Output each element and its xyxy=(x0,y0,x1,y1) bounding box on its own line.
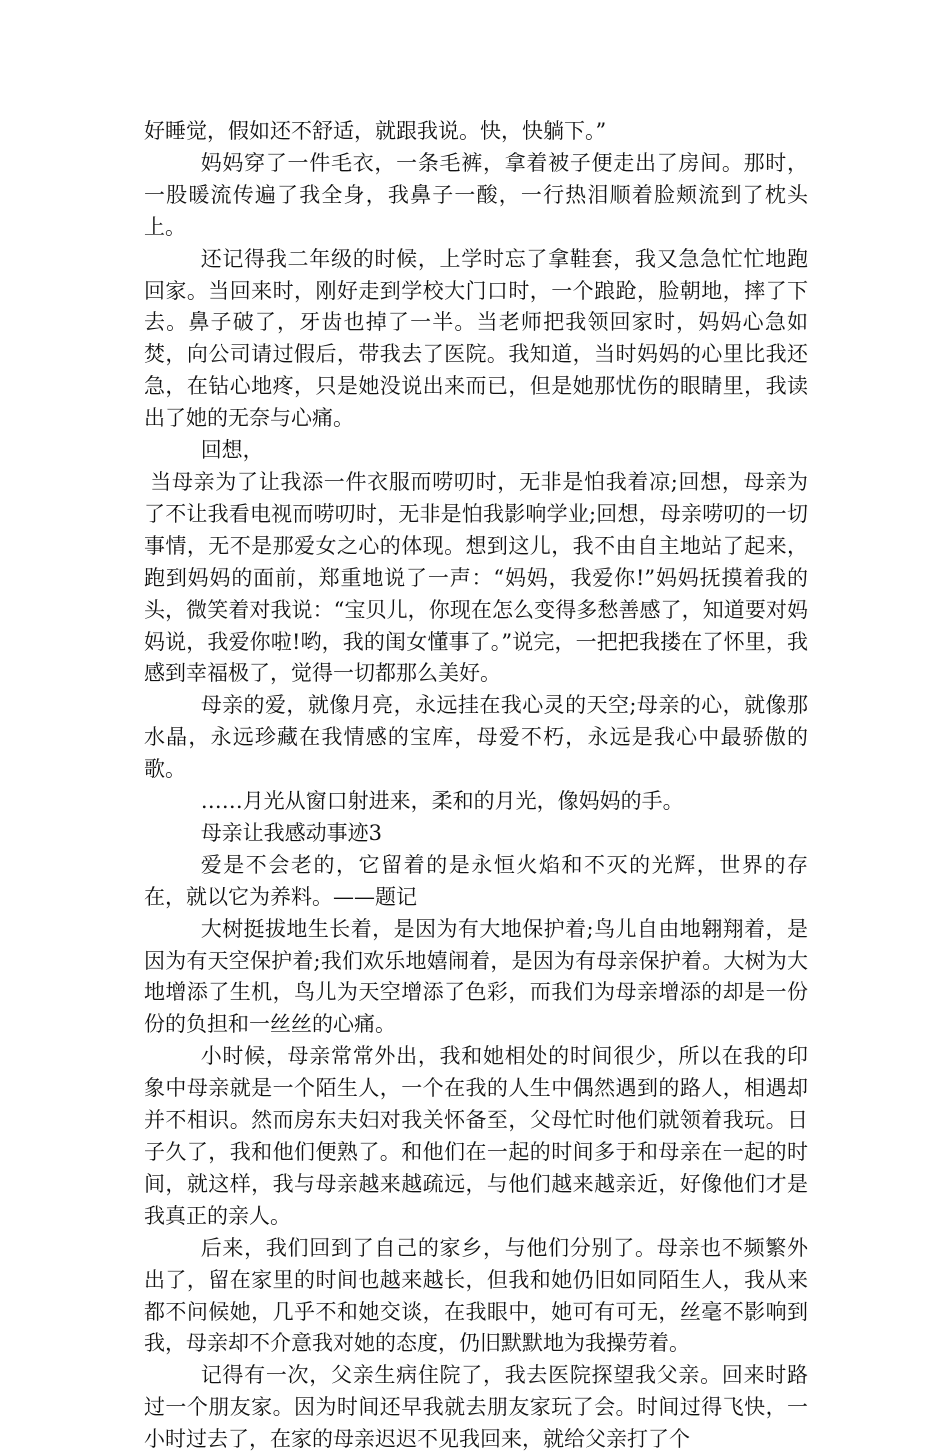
paragraph-10: 后来，我们回到了自己的家乡，与他们分别了。母亲也不频繁外出了，留在家里的时间也越来越长，但我和她仍旧如同陌生人，我从来都不问候她，几乎不和她交谈，在我眼中，她可有可无，丝毫不影响到我，母亲却不介意我对她的态度，仍旧默默地为我操劳着。 xyxy=(144,1235,808,1356)
paragraph-6: 母亲的爱，就像月亮，永远挂在我心灵的天空;母亲的心，就像那水晶，永远珍藏在我情感的宝库，母爱不朽，永远是我心中最骄傲的歌。 xyxy=(144,693,808,782)
paragraph-8: 大树挺拔地生长着，是因为有大地保护着;鸟儿自由地翱翔着，是因为有天空保护着;我们欢乐地嬉闹着，是因为有母亲保护着。大树为大地增添了生机，鸟儿为天空增添了色彩，而我们为母亲增添的却是一份份的负担和一丝丝的心痛。 xyxy=(144,916,808,1037)
document-body xyxy=(144,116,808,1456)
section-heading: 母亲让我感动事迹3 xyxy=(200,820,383,845)
paragraph-3: 还记得我二年级的时候，上学时忘了拿鞋套，我又急急忙忙地跑回家。当回来时，刚好走到学校大门口时，一个踉跄，脸朝地，摔了下去。鼻子破了，牙齿也掉了一半。当老师把我领回家时，妈妈心急如焚，向公司请过假后，带我去了医院。我知道，当时妈妈的心里比我还急，在钻心地疼，只是她没说出来而已，但是她那忧伤的眼睛里，我读出了她的无奈与心痛。 xyxy=(144,246,808,431)
paragraph-11: 记得有一次，父亲生病住院了，我去医院探望我父亲。回来时路过一个朋友家。因为时间还早我就去朋友家玩了会。时间过得飞快，一小时过去了，在家的母亲迟迟不见我回来，就给父亲打了个 xyxy=(144,1363,808,1452)
paragraph-9: 小时候，母亲常常外出，我和她相处的时间很少，所以在我的印象中母亲就是一个陌生人，一个在我的人生中偶然遇到的路人，相遇却并不相识。然而房东夫妇对我关怀备至，父母忙时他们就领着我玩。日子久了，我和他们便熟了。和他们在一起的时间多于和母亲在一起的时间，就这样，我与母亲越来越疏远，与他们越来越亲近，好像他们才是我真正的亲人。 xyxy=(144,1044,808,1228)
paragraph-5: 当母亲为了让我添一件衣服而唠叨时，无非是怕我着凉;回想，母亲为了不让我看电视而唠叨时，无非是怕我影响学业;回想，母亲唠叨的一切事情，无不是那爱女之心的体现。想到这儿，我不由自主地站了起来，跑到妈妈的面前，郑重地说了一声：“妈妈，我爱你!”妈妈抚摸着我的头，微笑着对我说：“宝贝儿，你现在怎么变得多愁善感了，知道要对妈妈说，我爱你啦!哟，我的闺女懂事了。”说完，一把把我搂在了怀里，我感到幸福极了，觉得一切都那么美好。 xyxy=(144,469,808,686)
epigraph: 爱是不会老的，它留着的是永恒火焰和不灭的光辉，世界的存在，就以它为养料。——题记 xyxy=(144,852,808,909)
paragraph-1: 好睡觉，假如还不舒适，就跟我说。快，快躺下。” xyxy=(144,119,607,143)
paragraph-2: 妈妈穿了一件毛衣，一条毛裤，拿着被子便走出了房间。那时，一股暖流传遍了我全身，我鼻子一酸，一行热泪顺着脸颊流到了枕头上。 xyxy=(144,150,808,239)
paragraph-4: 回想， xyxy=(200,438,264,463)
paragraph-7: ……月光从窗口射进来，柔和的月光，像妈妈的手。 xyxy=(200,789,684,814)
